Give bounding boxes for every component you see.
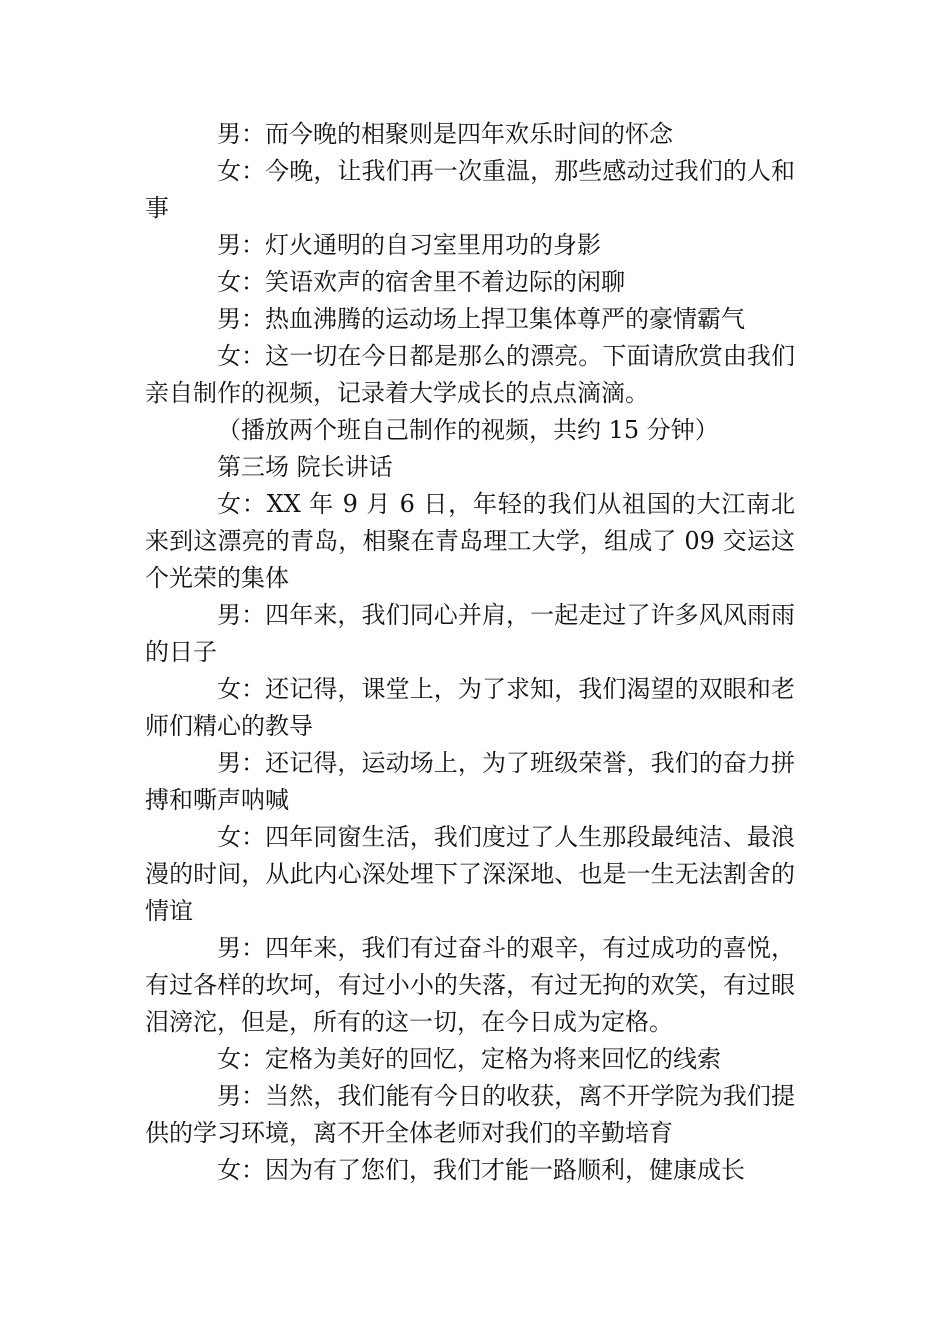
paragraph-female-dorm: 女：笑语欢声的宿舍里不着边际的闲聊 (217, 268, 625, 296)
section-heading: 第三场 院长讲话 (217, 453, 393, 481)
paragraph-female-growth: 女：因为有了您们，我们才能一路顺利，健康成长 (217, 1156, 745, 1184)
paragraph-male-study-room: 男：灯火通明的自习室里用功的身影 (217, 231, 601, 259)
paragraph-male-honor: 男：还记得，运动场上，为了班级荣誉，我们的奋力拼搏和嘶声呐喊 (145, 749, 795, 814)
paragraph-female-arrival: 女：XX 年 9 月 6 日，年轻的我们从祖国的大江南北来到这漂亮的青岛，相聚在青岛理工大学，组成了 09 交运这个光荣的集体 (145, 490, 795, 592)
paragraph-male-sports-field: 男：热血沸腾的运动场上捍卫集体尊严的豪情霸气 (217, 305, 745, 333)
paragraph-male-gathering: 男：而今晚的相聚则是四年欢乐时间的怀念 (217, 120, 673, 148)
paragraph-female-classroom: 女：还记得，课堂上，为了求知，我们渴望的双眼和老师们精心的教导 (145, 675, 795, 740)
paragraph-male-four-years: 男：四年来，我们同心并肩，一起走过了许多风风雨雨的日子 (145, 601, 795, 666)
paragraph-male-experiences: 男：四年来，我们有过奋斗的艰辛，有过成功的喜悦，有过各样的坎坷，有过小小的失落，有过无拘的欢笑，有过眼泪滂沱，但是，所有的这一切，在今日成为定格。 (145, 934, 795, 1036)
paragraph-female-friendship: 女：四年同窗生活，我们度过了人生那段最纯洁、最浪漫的时间，从此内心深处埋下了深深地、也是一生无法割舍的情谊 (145, 823, 795, 925)
paragraph-stage-direction: （播放两个班自己制作的视频，共约 15 分钟） (217, 416, 719, 444)
paragraph-male-thanks: 男：当然，我们能有今日的收获，离不开学院为我们提供的学习环境，离不开全体老师对我们的辛勤培育 (145, 1082, 795, 1147)
document-body (145, 116, 795, 1189)
paragraph-female-tonight: 女：今晚，让我们再一次重温，那些感动过我们的人和事 (145, 157, 795, 222)
paragraph-female-video-intro: 女：这一切在今日都是那么的漂亮。下面请欣赏由我们亲自制作的视频，记录着大学成长的点点滴滴。 (145, 342, 795, 407)
paragraph-female-memories: 女：定格为美好的回忆，定格为将来回忆的线索 (217, 1045, 721, 1073)
